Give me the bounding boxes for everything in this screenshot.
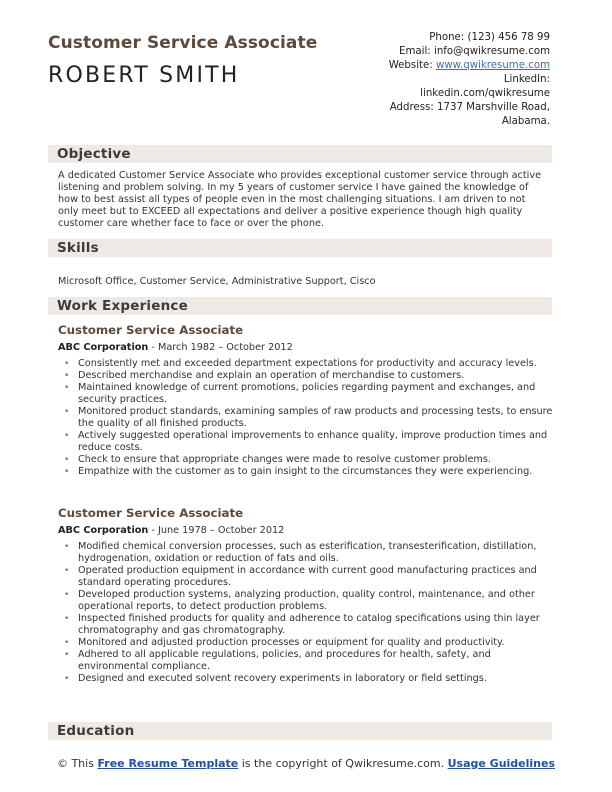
free-resume-template-link[interactable]: Free Resume Template (97, 757, 239, 770)
contact-website: Website: www.qwikresume.com (388, 60, 550, 71)
list-item: • Empathize with the customer as to gain insight to the circumstances they were experiencing. (58, 466, 553, 478)
job-title: Customer Service Associate (58, 506, 244, 520)
list-item: • Developed production systems, analyzing production, quality control, maintenance, and other operational reports, to detect production problems. (58, 589, 553, 613)
job-bullets (58, 541, 553, 685)
section-skills (48, 239, 552, 257)
job-dates: - June 1978 – October 2012 (148, 525, 285, 536)
list-item: • Operated production equipment in accordance with current good manufacturing practices and standard operating procedures. (58, 565, 553, 589)
contact-phone: Phone: (123) 456 78 99 (429, 32, 550, 43)
job-dates: - March 1982 – October 2012 (148, 342, 293, 353)
list-item: • Inspected finished products for quality and adherence to catalog specifications using thin layer chromatography and gas chromatography. (58, 613, 553, 637)
objective-text: A dedicated Customer Service Associate who provides exceptional customer service through active listening and problem solving. In my 5 years of customer service I have gained the knowledge of how to best assist all types of people even in the most challenging situations. I am driven to not only meet but to EXCEED all expectations and deliver a positive experience though high quality customer care whether face to face or over the phone. (58, 170, 542, 229)
contact-linkedin-label: LinkedIn: (503, 74, 550, 85)
copyright-footer: © This Free Resume Template is the copyright of Qwikresume.com. Usage Guidelines (56, 757, 556, 770)
section-work-experience (48, 297, 552, 315)
section-title: Objective (57, 146, 131, 162)
list-item: • Adhered to all applicable regulations, policies, and procedures for health, safety, and environmental compliance. (58, 649, 553, 673)
contact-block (389, 31, 550, 129)
contact-address-line2: Alabama. (501, 116, 550, 127)
section-education (48, 722, 552, 740)
list-item: • Consistently met and exceeded department expectations for productivity and accuracy levels. (58, 358, 553, 370)
website-link[interactable]: www.qwikresume.com (435, 60, 550, 71)
list-item: • Maintained knowledge of current promotions, policies regarding payment and exchanges, and security practices. (58, 382, 553, 406)
company-line (58, 525, 284, 536)
section-title: Skills (57, 240, 99, 256)
contact-email: Email: info@qwikresume.com (399, 46, 550, 57)
header-job-title: Customer Service Associate (48, 33, 318, 53)
section-title: Education (57, 723, 135, 739)
candidate-name: ROBERT SMITH (48, 63, 240, 88)
company-line (58, 342, 293, 353)
contact-address: Address: 1737 Marshville Road, (389, 102, 550, 113)
list-item: • Check to ensure that appropriate changes were made to resolve customer problems. (58, 454, 553, 466)
list-item: • Designed and executed solvent recovery experiments in laboratory or field settings. (58, 673, 553, 685)
list-item: • Modified chemical conversion processes, such as esterification, transesterification, distillation, hydrogenation, oxidation or reduction of fats and oils. (58, 541, 553, 565)
job-title: Customer Service Associate (58, 323, 244, 337)
company-name: ABC Corporation (58, 525, 149, 536)
list-item: • Monitored and adjusted production processes or equipment for quality and productivity. (58, 637, 553, 649)
skills-text: Microsoft Office, Customer Service, Administrative Support, Cisco (58, 276, 376, 287)
section-title: Work Experience (57, 298, 188, 314)
company-name: ABC Corporation (58, 342, 149, 353)
contact-linkedin: linkedin.com/qwikresume (420, 88, 550, 99)
job-bullets (58, 358, 553, 478)
list-item: • Actively suggested operational improvements to enhance quality, improve production times and reduce costs. (58, 430, 553, 454)
usage-guidelines-link[interactable]: Usage Guidelines (447, 757, 556, 770)
section-objective (48, 145, 552, 163)
list-item: • Monitored product standards, examining samples of raw products and processing tests, to ensure the quality of all finished products. (58, 406, 553, 430)
list-item: • Described merchandise and explain an operation of merchandise to customers. (58, 370, 553, 382)
